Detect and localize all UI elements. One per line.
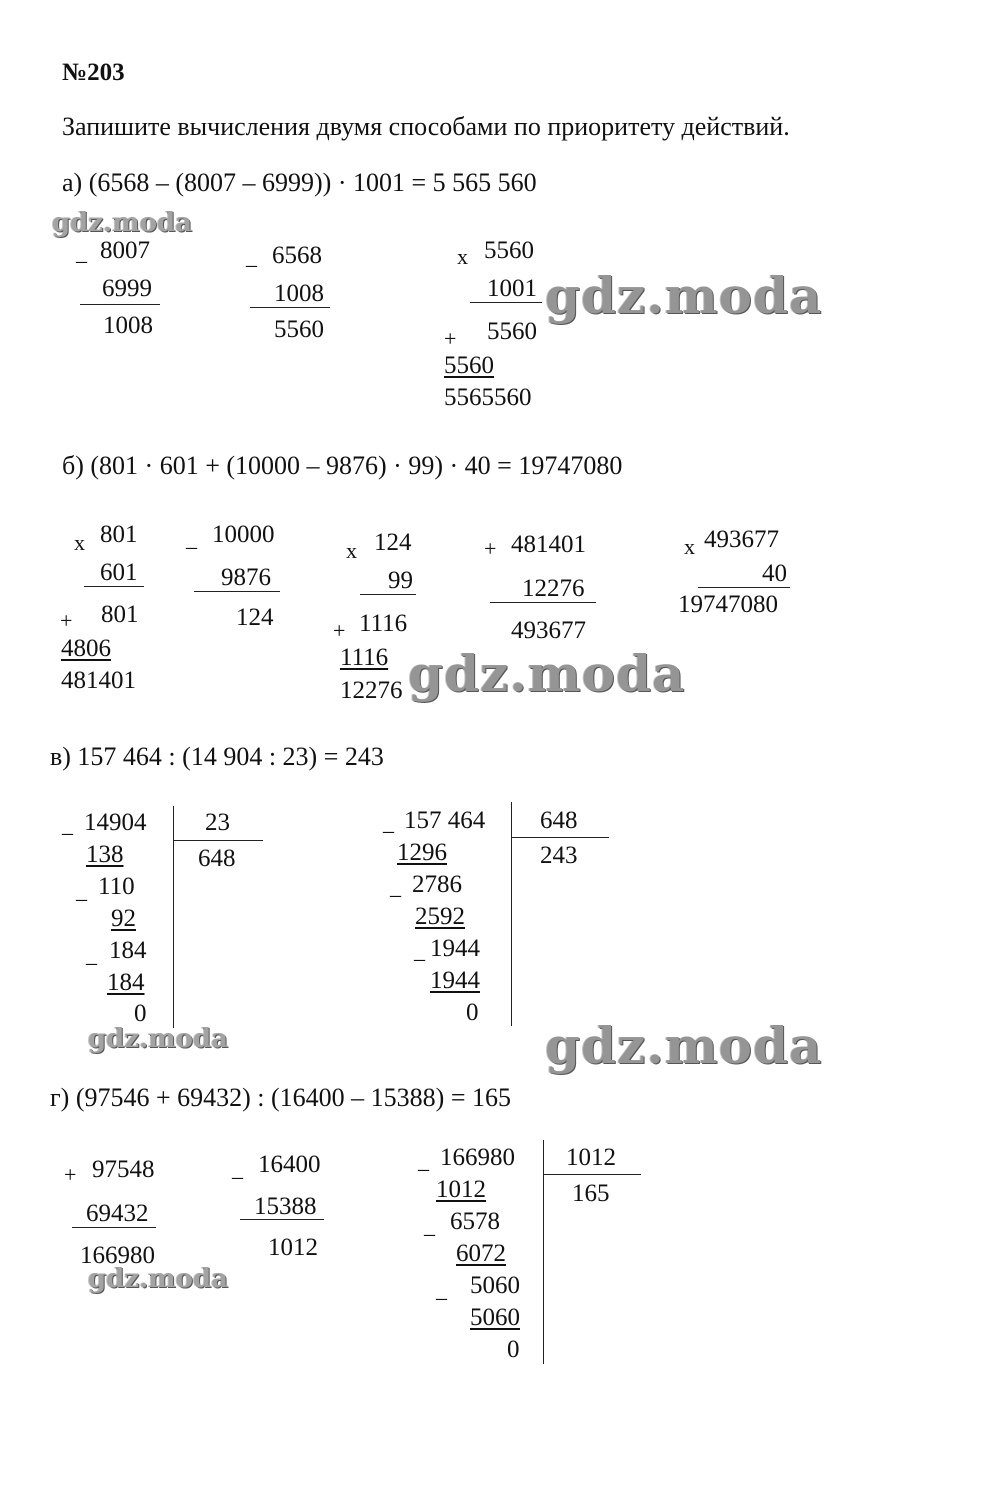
multiplier: 601 bbox=[100, 559, 138, 586]
subtrahend: 15388 bbox=[254, 1193, 317, 1220]
quotient: 165 bbox=[572, 1180, 610, 1207]
difference: 1008 bbox=[103, 312, 153, 339]
step-subtrahend: 5060 bbox=[470, 1304, 520, 1331]
instruction-text: Запишите вычисления двумя способами по приоритету действий. bbox=[62, 112, 790, 141]
sum-line bbox=[490, 602, 596, 603]
step-remainder: 184 bbox=[109, 937, 147, 964]
minuend: 6568 bbox=[272, 242, 322, 269]
partial-product: 5560 bbox=[487, 318, 537, 345]
minus-sign: _ bbox=[246, 244, 257, 269]
product-line bbox=[470, 302, 542, 303]
minus-sign: _ bbox=[86, 942, 97, 967]
step-subtrahend: 1012 bbox=[436, 1176, 486, 1203]
quotient-line bbox=[511, 837, 609, 838]
step-remainder: 110 bbox=[98, 873, 135, 900]
partial-product: 1116 bbox=[359, 610, 408, 637]
sum: 493677 bbox=[511, 617, 586, 644]
quotient: 243 bbox=[540, 842, 578, 869]
dividend: 14904 bbox=[84, 809, 147, 836]
step-subtrahend: 6072 bbox=[456, 1240, 506, 1267]
subtrahend: 9876 bbox=[221, 564, 271, 591]
product-line bbox=[84, 586, 144, 587]
partial-product: 4806 bbox=[61, 635, 111, 662]
step-subtrahend: 1296 bbox=[397, 839, 447, 866]
plus-sign: + bbox=[64, 1162, 77, 1187]
multiplicand: 801 bbox=[100, 521, 138, 548]
quotient: 648 bbox=[198, 845, 236, 872]
divisor: 1012 bbox=[566, 1144, 616, 1171]
minuend: 8007 bbox=[100, 237, 150, 264]
step-subtrahend: 92 bbox=[111, 905, 136, 932]
subtrahend: 6999 bbox=[102, 275, 152, 302]
minus-sign: _ bbox=[418, 1148, 429, 1173]
partial-product: 5560 bbox=[444, 352, 494, 379]
sum-line bbox=[72, 1227, 156, 1228]
dividend: 166980 bbox=[440, 1144, 515, 1171]
product: 481401 bbox=[61, 667, 136, 694]
quotient-line bbox=[543, 1174, 641, 1175]
final-remainder: 0 bbox=[134, 1000, 147, 1027]
step-subtrahend: 138 bbox=[86, 841, 124, 868]
times-sign: x bbox=[346, 538, 357, 563]
divisor: 23 bbox=[205, 809, 230, 836]
multiplicand: 124 bbox=[374, 529, 412, 556]
minus-sign: _ bbox=[424, 1213, 435, 1238]
plus-sign: + bbox=[60, 608, 73, 633]
times-sign: x bbox=[74, 530, 85, 555]
minus-sign: _ bbox=[383, 810, 394, 835]
watermark-logo: gdz.moda bbox=[408, 644, 686, 703]
difference: 124 bbox=[236, 604, 274, 631]
product: 19747080 bbox=[678, 591, 778, 618]
final-remainder: 0 bbox=[507, 1336, 520, 1363]
final-remainder: 0 bbox=[466, 999, 479, 1026]
minus-sign: _ bbox=[186, 526, 197, 551]
subtrahend: 1008 bbox=[274, 280, 324, 307]
result-line bbox=[194, 591, 280, 592]
step-remainder: 1944 bbox=[430, 935, 480, 962]
minus-sign: _ bbox=[232, 1156, 243, 1181]
step-remainder: 6578 bbox=[450, 1208, 500, 1235]
task-v-expression: в) 157 464 : (14 904 : 23) = 243 bbox=[50, 742, 384, 771]
addend: 12276 bbox=[522, 575, 585, 602]
minus-sign: _ bbox=[76, 240, 87, 265]
result-line bbox=[80, 304, 160, 305]
task-b-expression: б) (801 · 601 + (10000 – 9876) · 99) · 40 = 19747080 bbox=[62, 451, 623, 480]
minus-sign: _ bbox=[62, 812, 73, 837]
step-subtrahend: 184 bbox=[107, 969, 145, 996]
product: 12276 bbox=[340, 677, 403, 704]
difference: 5560 bbox=[274, 316, 324, 343]
addend: 69432 bbox=[86, 1200, 149, 1227]
watermark-logo: gdz.moda bbox=[52, 208, 193, 238]
minus-sign: _ bbox=[390, 874, 401, 899]
times-sign: x bbox=[684, 534, 695, 559]
watermark-logo: gdz.moda bbox=[545, 1016, 823, 1075]
exercise-number: №203 bbox=[62, 59, 125, 86]
result-line bbox=[240, 1219, 324, 1220]
divisor: 648 bbox=[540, 807, 578, 834]
result-line bbox=[250, 307, 330, 308]
task-a-expression: а) (6568 – (8007 – 6999)) · 1001 = 5 565 560 bbox=[62, 168, 537, 197]
minus-sign: _ bbox=[414, 938, 425, 963]
times-sign: x bbox=[457, 244, 468, 269]
product-line bbox=[360, 594, 416, 595]
minus-sign: _ bbox=[436, 1277, 447, 1302]
product: 5565560 bbox=[444, 384, 532, 411]
addend: 97548 bbox=[92, 1156, 155, 1183]
plus-sign: + bbox=[444, 326, 457, 351]
difference: 1012 bbox=[268, 1234, 318, 1261]
sum: 166980 bbox=[80, 1242, 155, 1269]
watermark-logo: gdz.moda bbox=[545, 266, 823, 325]
addend: 481401 bbox=[511, 531, 586, 558]
plus-sign: + bbox=[333, 618, 346, 643]
product-line bbox=[698, 587, 790, 588]
minuend: 10000 bbox=[212, 521, 275, 548]
step-subtrahend: 1944 bbox=[430, 967, 480, 994]
multiplier: 40 bbox=[762, 560, 787, 587]
multiplier: 99 bbox=[388, 567, 413, 594]
quotient-line bbox=[173, 840, 263, 841]
plus-sign: + bbox=[484, 536, 497, 561]
step-remainder: 5060 bbox=[470, 1272, 520, 1299]
multiplicand: 493677 bbox=[704, 526, 779, 553]
minus-sign: _ bbox=[76, 878, 87, 903]
multiplicand: 5560 bbox=[484, 237, 534, 264]
step-subtrahend: 2592 bbox=[415, 903, 465, 930]
multiplier: 1001 bbox=[487, 275, 537, 302]
division-bar bbox=[511, 802, 512, 1026]
watermark-logo: gdz.moda bbox=[88, 1264, 229, 1294]
watermark-logo: gdz.moda bbox=[88, 1024, 229, 1054]
dividend: 157 464 bbox=[404, 807, 486, 834]
task-g-expression: г) (97546 + 69432) : (16400 – 15388) = 165 bbox=[50, 1083, 512, 1112]
minuend: 16400 bbox=[258, 1151, 321, 1178]
partial-product: 1116 bbox=[340, 644, 389, 671]
step-remainder: 2786 bbox=[412, 871, 462, 898]
partial-product: 801 bbox=[101, 601, 139, 628]
